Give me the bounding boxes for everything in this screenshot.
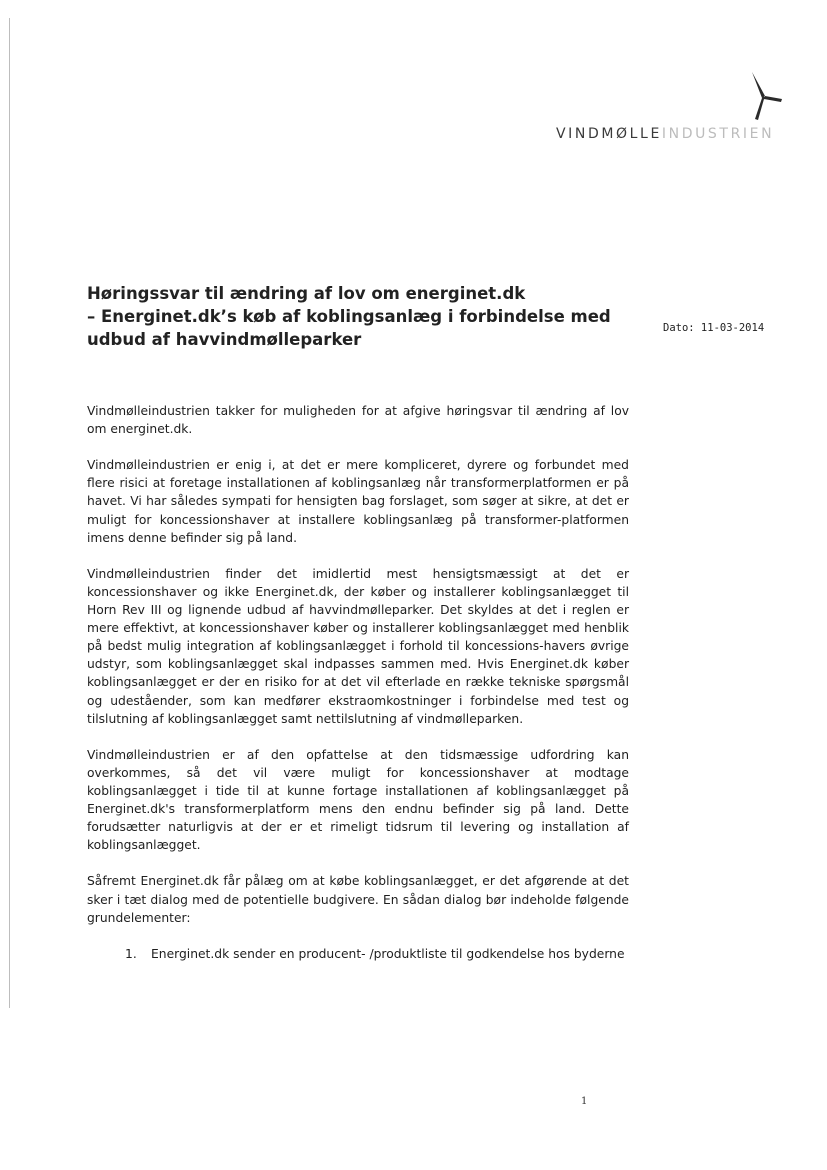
document-body	[87, 402, 629, 963]
title-line-2: – Energinet.dk’s køb af koblingsanlæg i forbindelse med	[87, 307, 611, 326]
document-title	[87, 282, 611, 351]
paragraph-4: Vindmølleindustrien er af den opfattelse at den tidsmæssige udfordring kan overkommes, så det vil være muligt for koncessionshaver at modtage koblingsanlægget i tide til at kunne fortage installationen af koblingsanlægget på Energinet.dk's transformerplatform mens den endnu befinder sig på land. Dette forudsætter naturligvis at der er et rimeligt tidsrum til levering og installation af koblingsanlægget.	[87, 747, 629, 853]
page-edge-line	[9, 18, 10, 1008]
paragraph-2: Vindmølleindustrien er enig i, at det er mere kompliceret, dyrere og forbundet med flere risici at foretage installationen af koblingsanlæg når transformerplatformen er på havet. Vi har således sympati for hensigten bag forslaget, som søger at sikre, at det er muligt for koncessionshaver at installere koblingsanlæg på transformer-platformen imens denne befinder sig på land.	[87, 458, 629, 545]
page-number: 1	[581, 1096, 588, 1107]
requirements-list	[87, 945, 629, 963]
list-item-number: 1.	[125, 946, 137, 961]
paragraph-1: Vindmølleindustrien takker for muligheden for at afgive høringsvar til ændring af lov om energinet.dk.	[87, 404, 629, 437]
logo-text-light: INDUSTRIEN	[661, 126, 775, 142]
list-item-text: Energinet.dk sender en producent- /produktliste til godkendelse hos byderne	[151, 946, 625, 961]
paragraph-5: Såfremt Energinet.dk får pålæg om at købe koblingsanlægget, er det afgørende at det sker i tæt dialog med de potentielle budgivere. En sådan dialog bør indeholde følgende grundelementer:	[87, 874, 629, 925]
paragraph-3: Vindmølleindustrien finder det imidlertid mest hensigtsmæssigt at det er koncessionshaver og ikke Energinet.dk, der køber og installerer koblingsanlægget til Horn Rev III og lignende udbud af havvindmølleparker. Det skyldes at det i reglen er mere effektivt, at koncessionshaver køber og installerer koblingsanlægget med henblik på bedst mulig integration af koblingsanlægget i forhold til koncessions-havers øvrige udstyr, som koblingsanlægget skal indpasses sammen med. Hvis Energinet.dk køber koblingsanlægget er der en risiko for at det vil efterlade en række tekniske spørgsmål og udeståender, som kan medfører ekstraomkostninger i forbindelse med test og tilslutning af koblingsanlægget samt nettilslutning af vindmølleparken.	[87, 566, 629, 726]
title-line-1: Høringssvar til ændring af lov om energinet.dk	[87, 284, 526, 303]
title-line-3: udbud af havvindmølleparker	[87, 330, 362, 349]
logo-text-strong: VINDMØLLE	[556, 126, 662, 142]
document-date: Dato: 11-03-2014	[663, 322, 765, 334]
wind-turbine-icon	[738, 68, 784, 124]
list-item	[87, 945, 629, 963]
logo-wordmark	[556, 126, 774, 142]
